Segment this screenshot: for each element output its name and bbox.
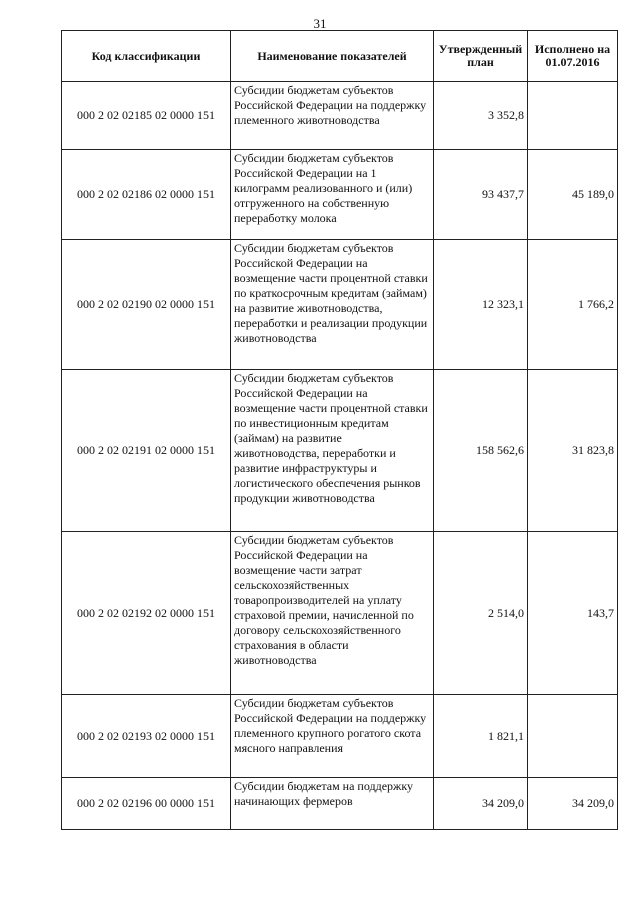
- row-done: 45 189,0: [528, 150, 618, 240]
- row-name: Субсидии бюджетам субъектов Российской Федерации на поддержку племенного крупного рогатого скота мясного направления: [231, 695, 434, 778]
- row-code: 000 2 02 02196 00 0000 151: [62, 778, 231, 830]
- table-row: [62, 370, 618, 532]
- row-plan: 3 352,8: [434, 82, 528, 150]
- row-name: Субсидии бюджетам субъектов Российской Федерации на возмещение части процентной ставки по инвестиционным кредитам (займам) на развитие животноводства, переработки и развитие инфраструктуры и логистического обеспечения рынков продукции животноводства: [231, 370, 434, 532]
- row-plan: 2 514,0: [434, 532, 528, 695]
- row-plan: 93 437,7: [434, 150, 528, 240]
- row-name: Субсидии бюджетам субъектов Российской Федерации на возмещение части процентной ставки по краткосрочным кредитам (займам) на развитие животноводства, переработки и реализации продукции животноводства: [231, 240, 434, 370]
- row-code: 000 2 02 02190 02 0000 151: [62, 240, 231, 370]
- table-row: [62, 778, 618, 830]
- row-name: Субсидии бюджетам субъектов Российской Федерации на поддержку племенного животноводства: [231, 82, 434, 150]
- row-done: 143,7: [528, 532, 618, 695]
- row-plan: 158 562,6: [434, 370, 528, 532]
- row-done: 34 209,0: [528, 778, 618, 830]
- row-code: 000 2 02 02192 02 0000 151: [62, 532, 231, 695]
- row-name: Субсидии бюджетам субъектов Российской Федерации на возмещение части затрат сельскохозяйственных товаропроизводителей на уплату страховой премии, начисленной по договору сельскохозяйственного страхования в области животноводства: [231, 532, 434, 695]
- header-code: Код классификации: [62, 31, 231, 82]
- row-done: [528, 82, 618, 150]
- row-plan: 1 821,1: [434, 695, 528, 778]
- row-code: 000 2 02 02186 02 0000 151: [62, 150, 231, 240]
- page-number: 31: [313, 16, 327, 31]
- row-code: 000 2 02 02191 02 0000 151: [62, 370, 231, 532]
- table-row: [62, 240, 618, 370]
- header-plan: Утвержденный план: [434, 31, 528, 82]
- header-done: Исполнено на 01.07.2016: [528, 31, 618, 82]
- row-code: 000 2 02 02185 02 0000 151: [62, 82, 231, 150]
- table-row: [62, 532, 618, 695]
- table-row: [62, 82, 618, 150]
- row-done: 1 766,2: [528, 240, 618, 370]
- table-header-row: [62, 31, 618, 82]
- row-code: 000 2 02 02193 02 0000 151: [62, 695, 231, 778]
- budget-table: [61, 30, 618, 830]
- table-row: [62, 695, 618, 778]
- row-name: Субсидии бюджетам субъектов Российской Федерации на 1 килограмм реализованного и (или) отгруженного на собственную переработку молока: [231, 150, 434, 240]
- row-name: Субсидии бюджетам на поддержку начинающих фермеров: [231, 778, 434, 830]
- table-row: [62, 150, 618, 240]
- row-done: 31 823,8: [528, 370, 618, 532]
- header-name: Наименование показателей: [231, 31, 434, 82]
- row-done: [528, 695, 618, 778]
- row-plan: 12 323,1: [434, 240, 528, 370]
- row-plan: 34 209,0: [434, 778, 528, 830]
